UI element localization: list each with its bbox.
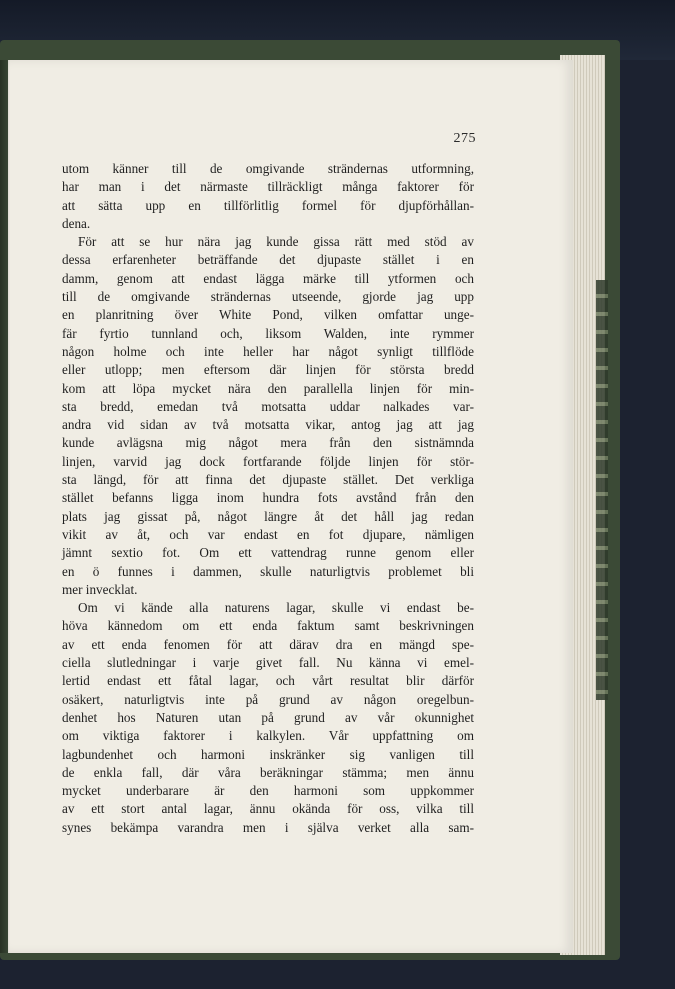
spine-shadow	[0, 60, 10, 953]
text-line: synes bekämpa varandra men i själva verket alla sam-	[62, 819, 474, 835]
text-line: av ett stort antal lagar, ännu okända för oss, vilka till	[62, 801, 474, 817]
text-line: dessa erfarenheter beträffande det djupaste stället i en	[62, 252, 474, 268]
text-line: andra vid sidan av två motsatta vikar, antog jag att jag	[62, 417, 474, 433]
body-text	[62, 160, 474, 837]
text-line: jämnt sextio fot. Om ett vattendrag runne genom eller	[62, 545, 474, 561]
text-line: denhet hos Naturen utan på grund av vår okunnighet	[62, 709, 474, 725]
page-number: 275	[453, 131, 476, 146]
text-line: en planritning över White Pond, vilken omfattar unge-	[62, 307, 474, 323]
page-stack-shadow	[596, 280, 608, 700]
text-line: eller utlopp; men eftersom där linjen för största bredd	[62, 362, 474, 378]
text-line: damm, genom att endast lägga märke till ytformen och	[62, 270, 474, 286]
text-line: någon holme och inte heller har något synligt tillflöde	[62, 343, 474, 359]
text-line: har man i det närmaste tillräckligt många faktorer för	[62, 179, 474, 195]
text-line: osäkert, naturligtvis inte på grund av någon oregelbun-	[62, 691, 474, 707]
text-line: linjen, varvid jag dock fortfarande följde linjen för stör-	[62, 453, 474, 469]
text-line: höva kännedom om ett enda faktum samt beskrivningen	[62, 618, 474, 634]
text-line: en ö funnes i dammen, skulle naturligtvis problemet bli	[62, 563, 474, 579]
text-line: av ett enda fenomen för att därav dra en mängd spe-	[62, 636, 474, 652]
text-line: ciella slutledningar i varje givet fall. Nu känna vi emel-	[62, 655, 474, 671]
text-line: om viktiga faktorer i kalkylen. Vår uppfattning om	[62, 728, 474, 744]
text-line: de enkla fall, där våra beräkningar stämma; men ännu	[62, 764, 474, 780]
text-line: att sätta upp en tillförlitlig formel för djupförhållan-	[62, 197, 474, 213]
text-line: sta bredd, emedan två motsatta uddar nalkades var-	[62, 398, 474, 414]
text-line: För att se hur nära jag kunde gissa rätt med stöd av	[78, 234, 474, 250]
text-line: lagbundenhet och harmoni inskränker sig vanligen till	[62, 746, 474, 762]
text-line: Om vi kände alla naturens lagar, skulle vi endast be-	[78, 600, 474, 616]
text-line: lertid endast ett fåtal lagar, och vårt resultat blir därför	[62, 673, 474, 689]
text-line: stället befanns ligga inom hundra fots avstånd från den	[62, 490, 474, 506]
text-line: mer invecklat.	[62, 581, 138, 597]
text-line: sta längd, för att finna det djupaste stället. Det verkliga	[62, 472, 474, 488]
text-line: mycket underbarare är den harmoni som uppkommer	[62, 783, 474, 799]
text-line: utom känner till de omgivande strändernas utformning,	[62, 161, 474, 176]
text-line: dena.	[62, 215, 91, 231]
text-line: till de omgivande strändernas utseende, gjorde jag upp	[62, 289, 474, 305]
text-line: vikit av åt, och var endast en fot djupare, nämligen	[62, 526, 474, 542]
text-line: kom att löpa mycket nära den parallella linjen för min-	[62, 380, 474, 396]
text-line: fär fyrtio tunnland och, liksom Walden, inte rymmer	[62, 325, 474, 341]
text-line: kunde avlägsna mig något mera från den sistnämnda	[62, 435, 474, 451]
text-line: plats jag gissat på, något längre åt det håll jag redan	[62, 508, 474, 524]
